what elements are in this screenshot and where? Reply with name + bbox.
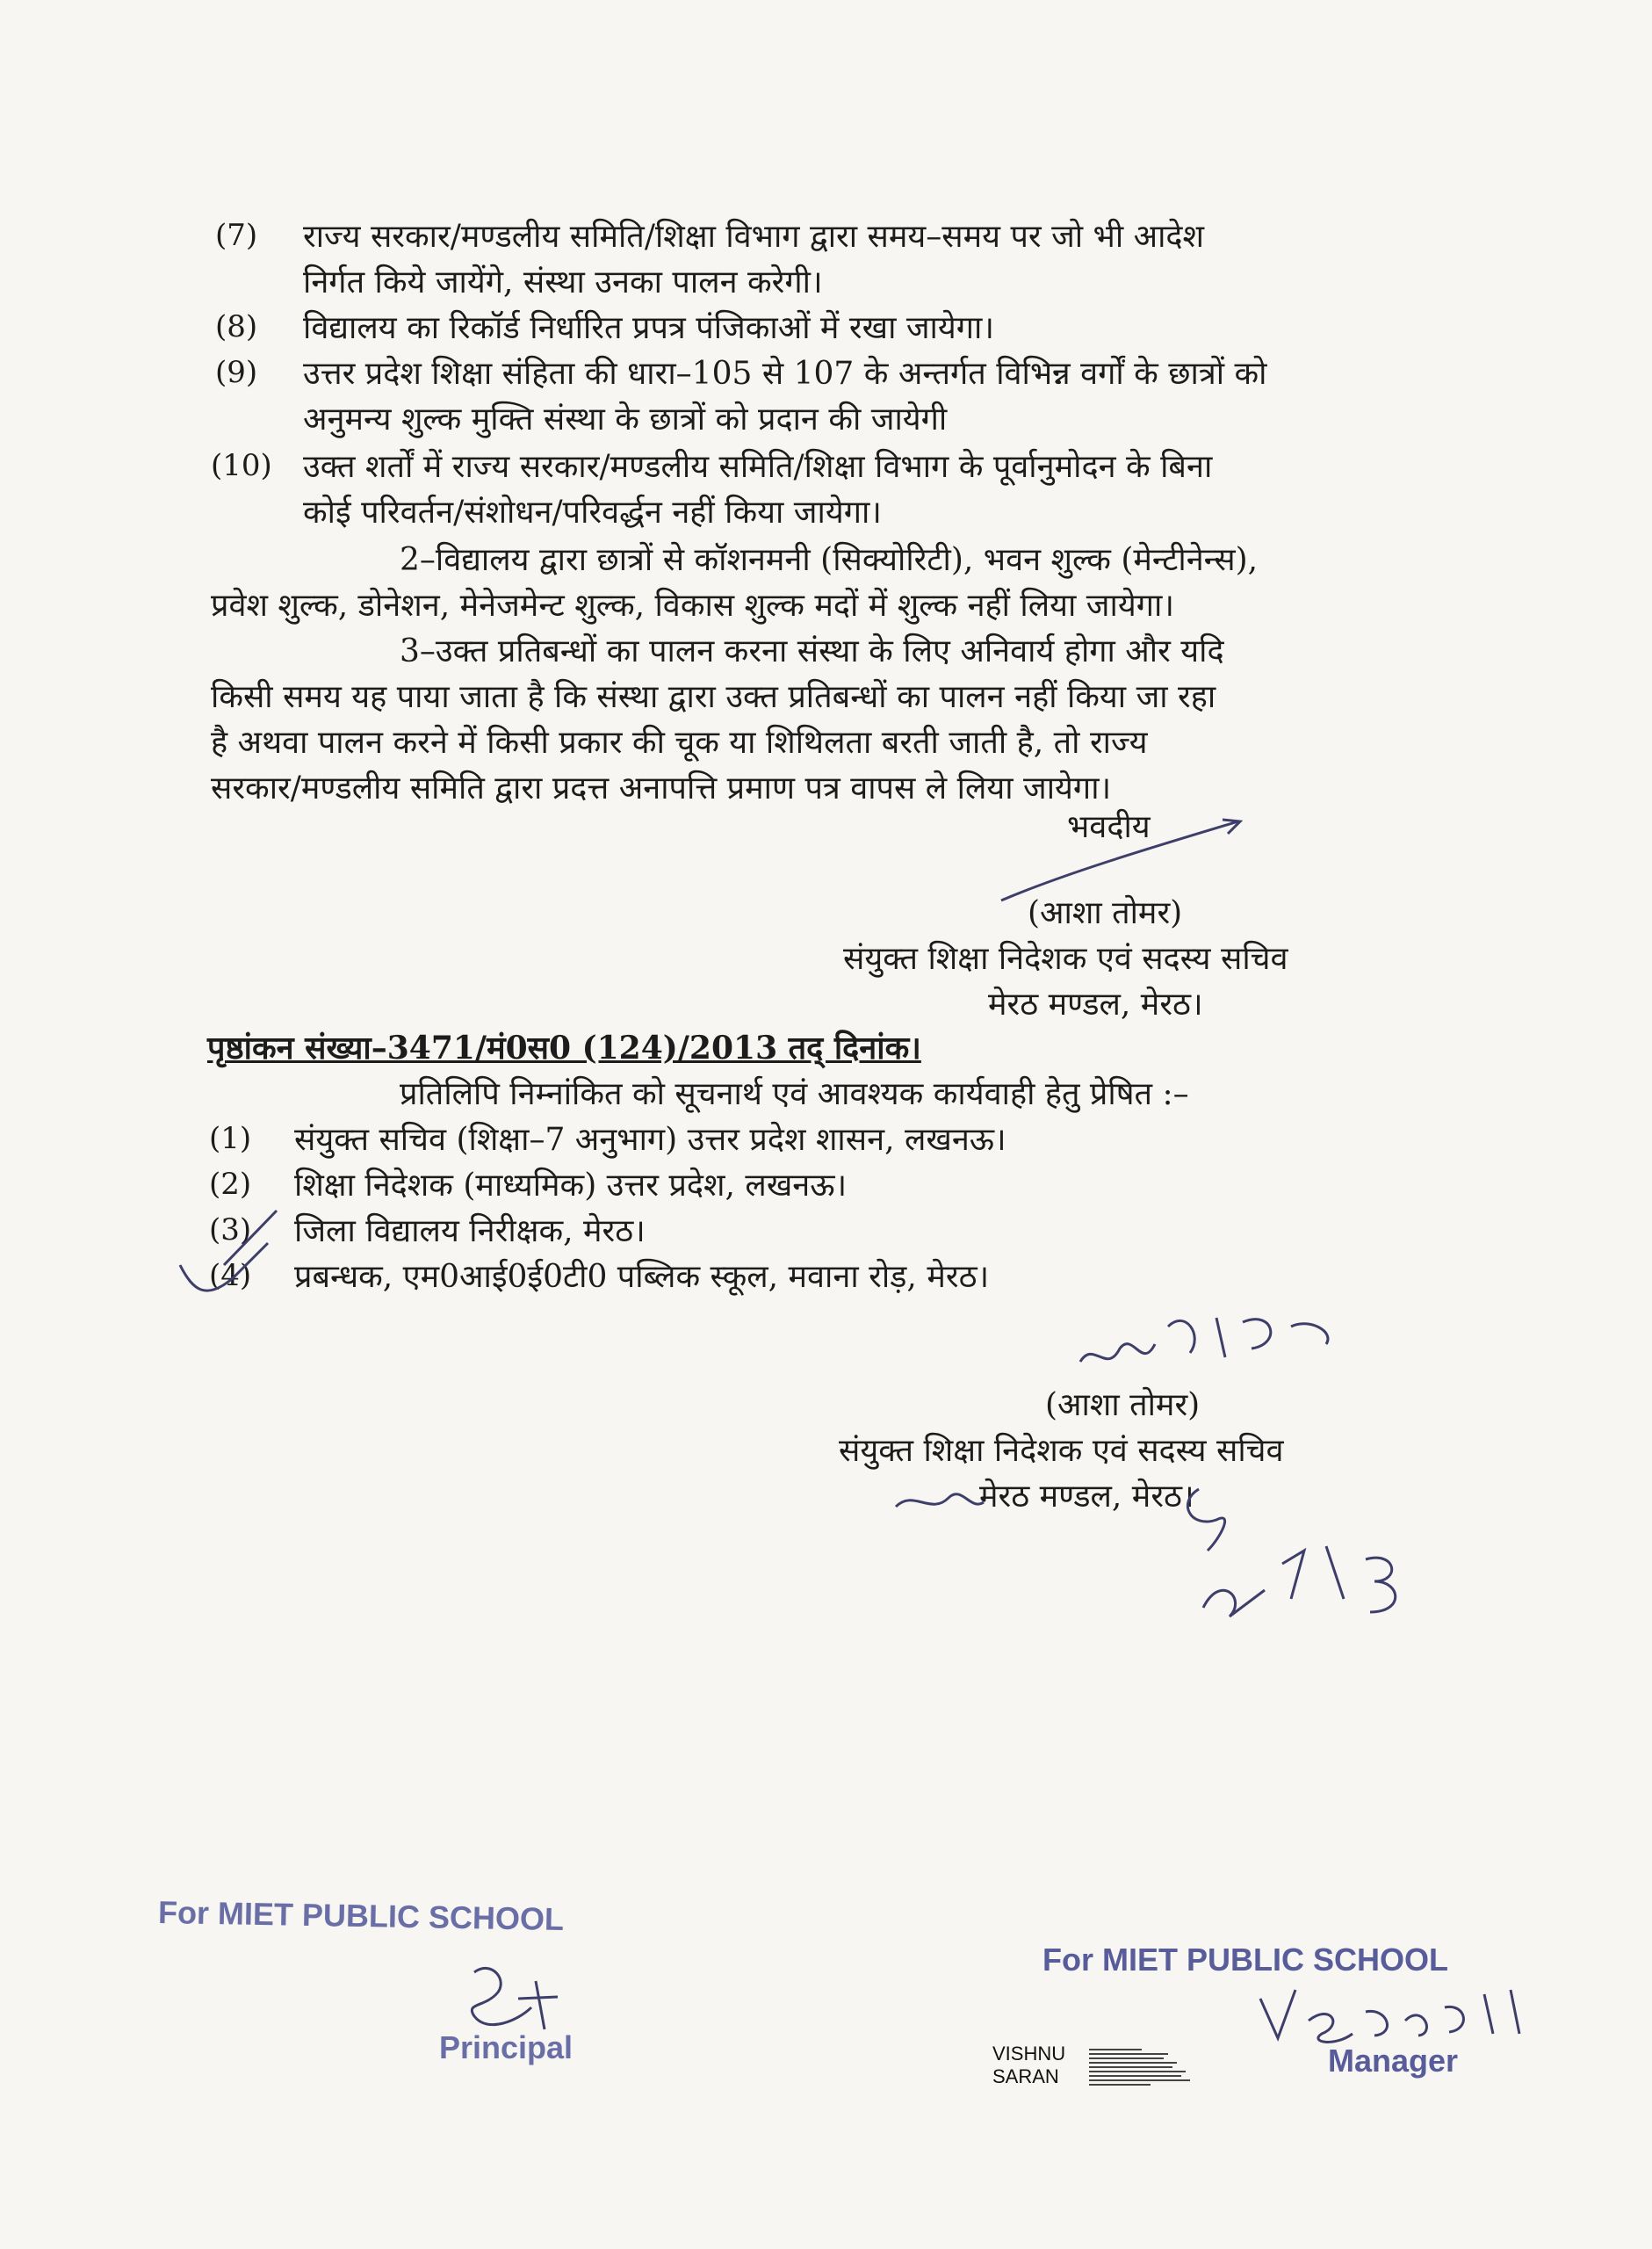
closing-salutation: भवदीय xyxy=(1067,809,1151,845)
signatory-office: मेरठ मण्डल, मेरठ। xyxy=(988,987,1203,1023)
copy-list-number: (4) xyxy=(209,1258,252,1293)
copy-list-number: (2) xyxy=(209,1167,252,1202)
handwritten-note-icon xyxy=(1071,1291,1353,1388)
condition-text-line: निर्गत किये जायेंगे, संस्था उनका पालन करेगी। xyxy=(303,264,823,300)
manager-signature-icon xyxy=(1247,1972,1546,2051)
condition-number: (8) xyxy=(215,309,258,344)
condition-text-line: अनुमन्य शुल्क मुक्ति संस्था के छात्रों को प्रदान की जायेगी xyxy=(303,401,948,438)
condition-text-line: कोई परिवर्तन/संशोधन/परिवर्द्धन नहीं किया जायेगा। xyxy=(303,495,882,531)
copy-list-number: (1) xyxy=(209,1121,252,1156)
condition-number: (10) xyxy=(211,448,272,483)
handwritten-date-icon xyxy=(887,1467,1414,1643)
condition-number: (7) xyxy=(215,218,258,253)
signatory-name: (आशा तोमर) xyxy=(1028,895,1183,931)
condition-text-line: उत्तर प्रदेश शिक्षा संहिता की धारा–105 से 107 के अन्तर्गत विभिन्न वर्गों के छात्रों को xyxy=(303,356,1267,392)
reference-number: पृष्ठांकन संख्या–3471/मं0स0 (124)/2013 तद् दिनांक। xyxy=(207,1030,921,1067)
manager-stamp-role: Manager xyxy=(1328,2043,1459,2079)
condition-text-line: राज्य सरकार/मण्डलीय समिति/शिक्षा विभाग द्वारा समय–समय पर जो भी आदेश xyxy=(303,219,1205,255)
paragraph-2-line: 2–विद्यालय द्वारा छात्रों से कॉशनमनी (सिक्योरिटी), भवन शुल्क (मेन्टीनेन्स), xyxy=(400,542,1259,578)
paragraph-2-line: प्रवेश शुल्क, डोनेशन, मेनेजमेन्ट शुल्क, विकास शुल्क मदों में शुल्क नहीं लिया जायेगा। xyxy=(211,588,1174,624)
copy-list-number: (3) xyxy=(209,1212,252,1247)
paragraph-3-line: किसी समय यह पाया जाता है कि संस्था द्वारा उक्त प्रतिबन्धों का पालन नहीं किया जा रहा xyxy=(211,679,1216,715)
manager-stamp-school: For MIET PUBLIC SCHOOL xyxy=(1042,1942,1448,1978)
copy-list-item: शिक्षा निदेशक (माध्यमिक) उत्तर प्रदेश, लखनऊ। xyxy=(294,1168,848,1204)
condition-text-line: विद्यालय का रिकॉर्ड निर्धारित प्रपत्र पंजिकाओं में रखा जायेगा। xyxy=(303,310,994,346)
digital-signature-name-line: SARAN xyxy=(992,2065,1059,2088)
condition-text-line: उक्त शर्तों में राज्य सरकार/मण्डलीय समिति/शिक्षा विभाग के पूर्वानुमोदन के बिना xyxy=(303,449,1213,485)
signatory-office: मेरठ मण्डल, मेरठ। xyxy=(979,1479,1194,1515)
principal-stamp-role: Principal xyxy=(439,2029,574,2065)
principal-stamp-school: For MIET PUBLIC SCHOOL xyxy=(157,1893,565,1938)
copy-intro: प्रतिलिपि निम्नांकित को सूचनार्थ एवं आवश्यक कार्यवाही हेतु प्रेषित :– xyxy=(400,1076,1189,1112)
signatory-designation: संयुक्त शिक्षा निदेशक एवं सदस्य सचिव xyxy=(839,1433,1284,1469)
digital-signature-name xyxy=(992,2043,1065,2089)
digital-signature-details-icon xyxy=(1089,2047,1194,2089)
paragraph-3-line: 3–उक्त प्रतिबन्धों का पालन करना संस्था के लिए अनिवार्य होगा और यदि xyxy=(400,633,1224,669)
paragraph-3-line: सरकार/मण्डलीय समिति द्वारा प्रदत्त अनापत्ति प्रमाण पत्र वापस ले लिया जायेगा। xyxy=(211,770,1112,806)
paragraph-3-line: है अथवा पालन करने में किसी प्रकार की चूक या शिथिलता बरती जाती है, तो राज्य xyxy=(211,725,1148,761)
digital-signature-name-line: VISHNU xyxy=(992,2043,1066,2065)
condition-number: (9) xyxy=(215,355,258,390)
copy-list-item: जिला विद्यालय निरीक्षक, मेरठ। xyxy=(294,1213,646,1249)
signatory-name: (आशा तोमर) xyxy=(1045,1387,1201,1423)
copy-list-item: संयुक्त सचिव (शिक्षा–7 अनुभाग) उत्तर प्रदेश शासन, लखनऊ। xyxy=(294,1122,1006,1158)
copy-list-item: प्रबन्धक, एम0आई0ई0टी0 पब्लिक स्कूल, मवाना रोड़, मेरठ। xyxy=(294,1259,990,1295)
tick-mark-icon xyxy=(171,1204,294,1305)
signatory-designation: संयुक्त शिक्षा निदेशक एवं सदस्य सचिव xyxy=(843,941,1288,977)
